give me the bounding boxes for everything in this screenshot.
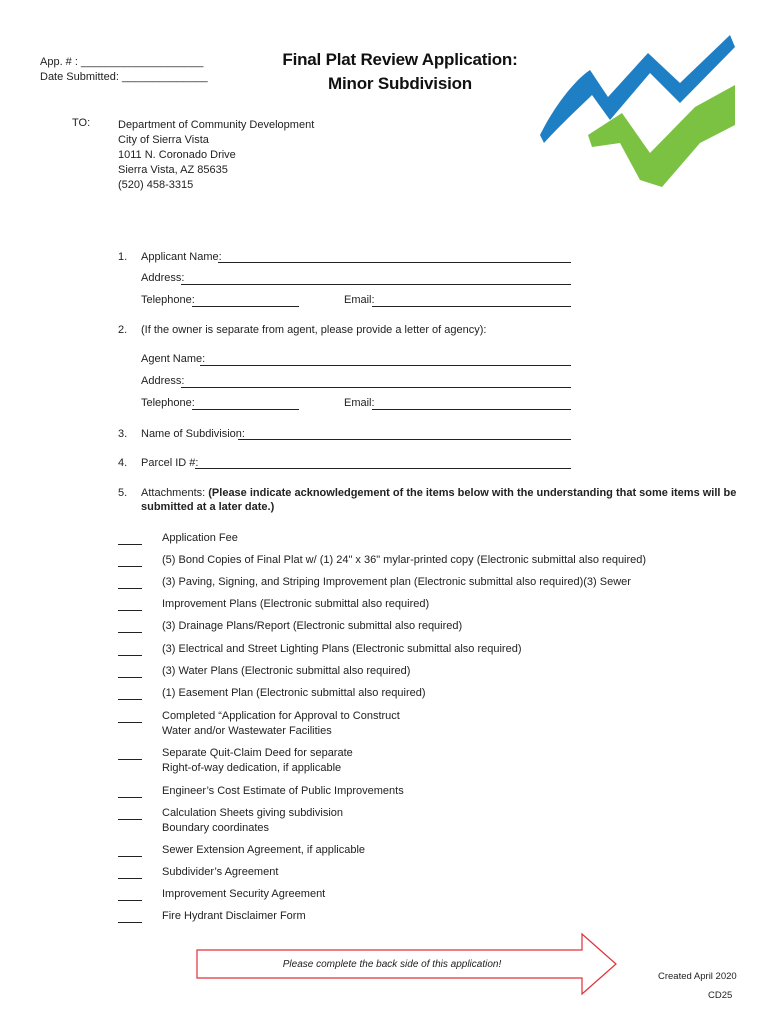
checkbox-line[interactable] bbox=[118, 900, 142, 901]
attachment-item: (3) Water Plans (Electronic submittal also required) bbox=[162, 665, 411, 677]
checkbox-line[interactable] bbox=[118, 677, 142, 678]
attachment-item: Fire Hydrant Disclaimer Form bbox=[162, 910, 306, 922]
agent-name-label: Agent Name: bbox=[141, 353, 206, 365]
attachment-item-line: Boundary coordinates bbox=[162, 822, 270, 834]
applicant-name-label: Applicant Name: bbox=[141, 251, 222, 263]
attachment-item bbox=[162, 709, 400, 739]
checkbox-line[interactable] bbox=[118, 632, 142, 633]
applicant-telephone-label: Telephone: bbox=[141, 294, 195, 306]
checkbox-line[interactable] bbox=[118, 722, 142, 723]
city-logo bbox=[530, 25, 745, 200]
agent-address-field[interactable] bbox=[181, 387, 571, 388]
attachments-heading bbox=[141, 487, 736, 499]
checkbox-line[interactable] bbox=[118, 566, 142, 567]
section-number: 1. bbox=[118, 251, 128, 263]
attachment-item-line: Right-of-way dedication, if applicable bbox=[162, 762, 342, 774]
agent-name-field[interactable] bbox=[200, 365, 571, 366]
checkbox-line[interactable] bbox=[118, 544, 142, 545]
attachments-lead: Attachments: bbox=[141, 487, 209, 499]
attachment-item: Sewer Extension Agreement, if applicable bbox=[162, 844, 366, 856]
attachment-item: (3) Drainage Plans/Report (Electronic submittal also required) bbox=[162, 620, 463, 632]
page-subtitle: Minor Subdivision bbox=[328, 74, 472, 93]
parcel-id-label: Parcel ID #: bbox=[141, 457, 199, 469]
attachment-item: (5) Bond Copies of Final Plat w/ (1) 24" x 36" mylar-printed copy (Electronic submittal also required) bbox=[162, 554, 647, 566]
attachment-item bbox=[162, 746, 353, 776]
recipient-line: City of Sierra Vista bbox=[118, 134, 209, 146]
agent-telephone-label: Telephone: bbox=[141, 397, 195, 409]
agent-email-label: Email: bbox=[344, 397, 375, 409]
recipient-line: (520) 458-3315 bbox=[118, 179, 194, 191]
attachment-item: Improvement Plans (Electronic submittal also required) bbox=[162, 598, 430, 610]
agent-note: (If the owner is separate from agent, please provide a letter of agency): bbox=[141, 324, 487, 336]
section-number: 4. bbox=[118, 457, 128, 469]
attachment-item: (1) Easement Plan (Electronic submittal also required) bbox=[162, 687, 426, 699]
date-submitted-blank[interactable]: ______________ bbox=[121, 71, 208, 83]
checkbox-line[interactable] bbox=[118, 759, 142, 760]
applicant-name-field[interactable] bbox=[218, 262, 571, 263]
checkbox-line[interactable] bbox=[118, 878, 142, 879]
attachment-item: (3) Paving, Signing, and Striping Improvement plan (Electronic submittal also required)(3) Sewer bbox=[162, 576, 631, 588]
attachment-item: Engineer’s Cost Estimate of Public Improvements bbox=[162, 785, 404, 797]
attachment-item bbox=[162, 806, 343, 836]
section-number: 2. bbox=[118, 324, 128, 336]
attachments-instruction-cont: submitted at a later date.) bbox=[141, 501, 275, 513]
agent-email-field[interactable] bbox=[372, 409, 571, 410]
checkbox-line[interactable] bbox=[118, 856, 142, 857]
app-number-field bbox=[40, 56, 203, 68]
to-label: TO: bbox=[72, 117, 91, 129]
app-number-blank[interactable]: ____________________ bbox=[80, 56, 204, 68]
checkbox-line[interactable] bbox=[118, 655, 142, 656]
applicant-telephone-field[interactable] bbox=[192, 306, 299, 307]
attachments-instruction: (Please indicate acknowledgement of the items below with the understanding that some items will be bbox=[208, 487, 737, 499]
page-title: Final Plat Review Application: bbox=[282, 50, 518, 69]
agent-telephone-field[interactable] bbox=[192, 409, 299, 410]
recipient-line: 1011 N. Coronado Drive bbox=[118, 149, 236, 161]
checkbox-line[interactable] bbox=[118, 819, 142, 820]
attachment-item: Subdivider’s Agreement bbox=[162, 866, 279, 878]
subdivision-name-label: Name of Subdivision: bbox=[141, 428, 245, 440]
checkbox-line[interactable] bbox=[118, 699, 142, 700]
attachment-item-line: Water and/or Wastewater Facilities bbox=[162, 725, 332, 737]
checkbox-line[interactable] bbox=[118, 588, 142, 589]
checkbox-line[interactable] bbox=[118, 610, 142, 611]
checkbox-line[interactable] bbox=[118, 797, 142, 798]
applicant-address-label: Address: bbox=[141, 272, 185, 284]
attachment-item: Improvement Security Agreement bbox=[162, 888, 326, 900]
date-submitted-field bbox=[40, 71, 208, 83]
subdivision-name-field[interactable] bbox=[238, 439, 571, 440]
agent-address-label: Address: bbox=[141, 375, 185, 387]
applicant-email-field[interactable] bbox=[372, 306, 571, 307]
date-submitted-label: Date Submitted: bbox=[40, 71, 122, 83]
recipient-line: Sierra Vista, AZ 85635 bbox=[118, 164, 228, 176]
back-side-note: Please complete the back side of this application! bbox=[282, 959, 502, 970]
applicant-address-field[interactable] bbox=[181, 284, 571, 285]
attachment-item: (3) Electrical and Street Lighting Plans (Electronic submittal also required) bbox=[162, 643, 522, 655]
section-number: 3. bbox=[118, 428, 128, 440]
attachment-item-line: Completed “Application for Approval to Construct bbox=[162, 710, 400, 722]
section-number: 5. bbox=[118, 487, 128, 499]
applicant-email-label: Email: bbox=[344, 294, 375, 306]
app-number-label: App. # : bbox=[40, 56, 81, 68]
created-date: Created April 2020 bbox=[658, 971, 737, 982]
form-code: CD25 bbox=[708, 990, 733, 1001]
checkbox-line[interactable] bbox=[118, 922, 142, 923]
recipient-address bbox=[118, 118, 314, 193]
parcel-id-field[interactable] bbox=[195, 468, 571, 469]
attachment-item-line: Separate Quit-Claim Deed for separate bbox=[162, 747, 353, 759]
attachment-item-line: Calculation Sheets giving subdivision bbox=[162, 807, 343, 819]
attachment-item: Application Fee bbox=[162, 532, 238, 544]
recipient-line: Department of Community Development bbox=[118, 119, 315, 131]
